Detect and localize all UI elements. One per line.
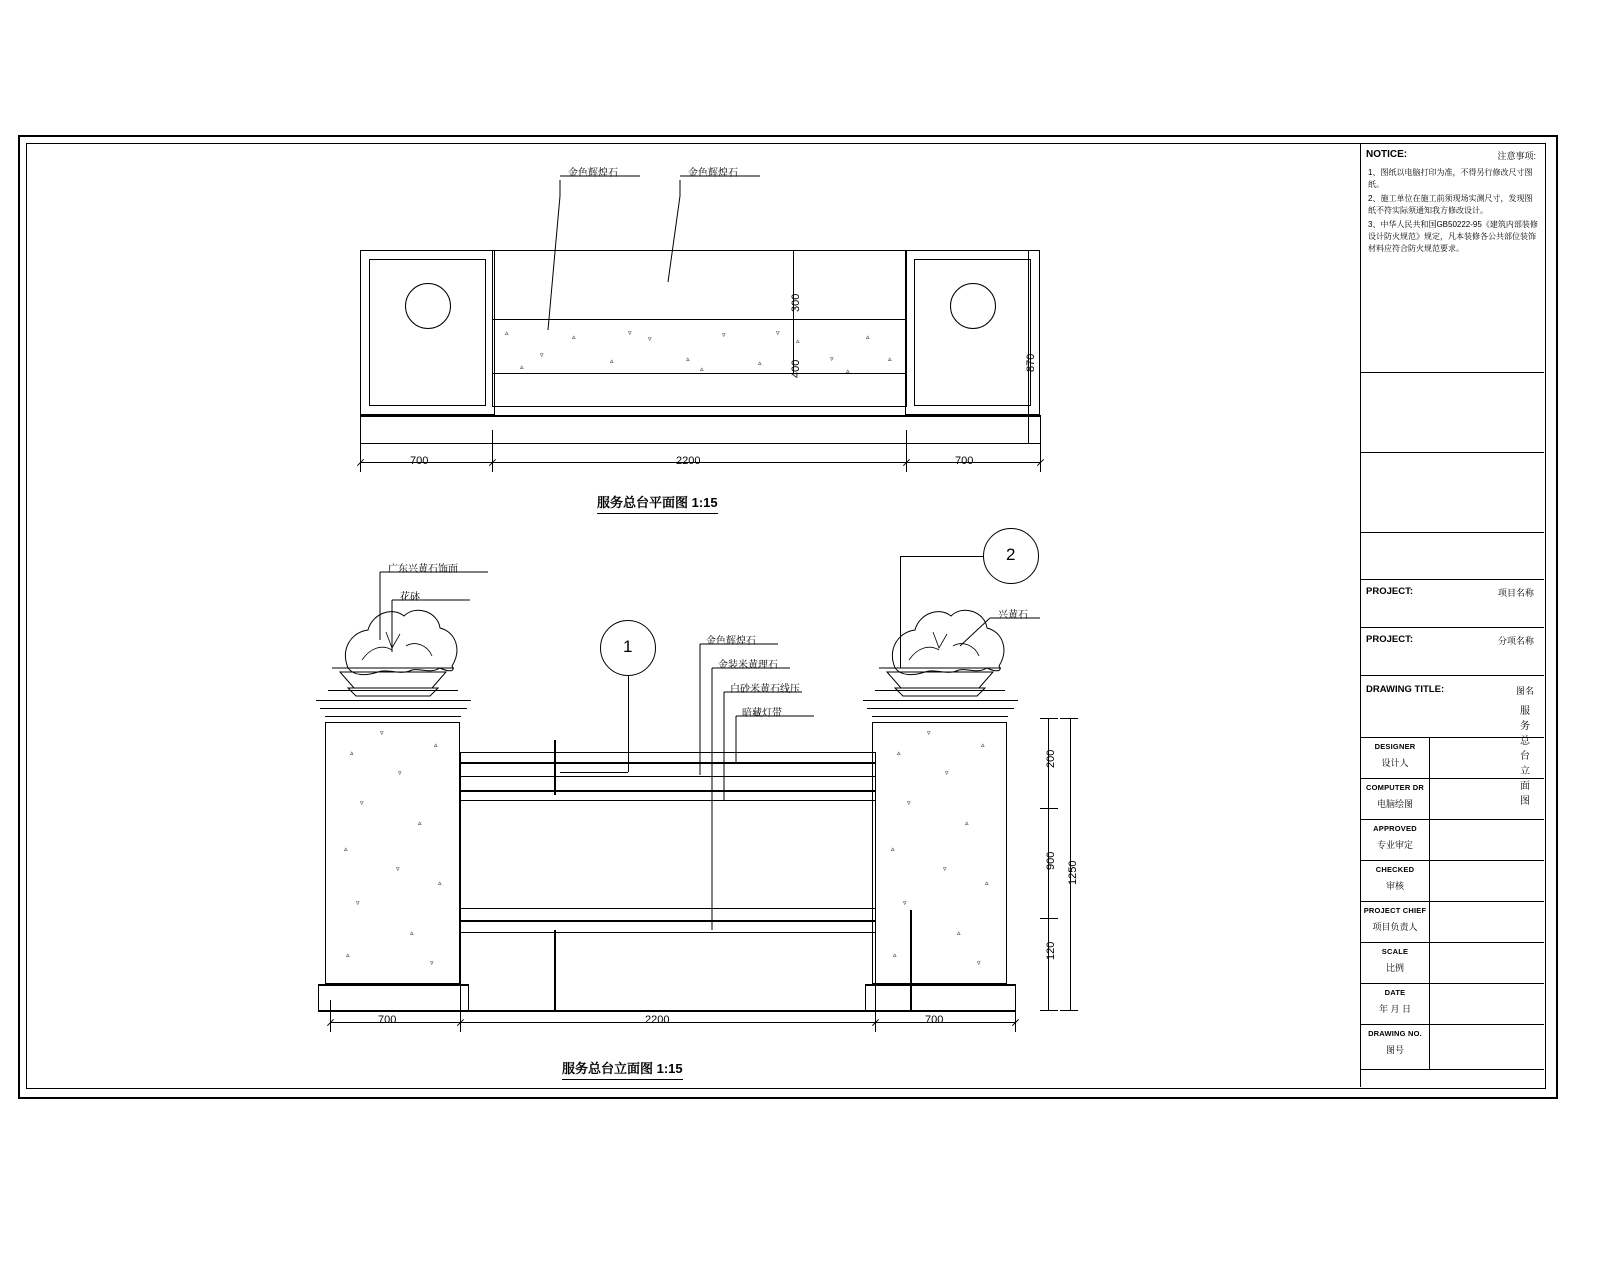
signature-label-en: DATE [1384, 988, 1406, 997]
notice-title: NOTICE: [1366, 149, 1408, 160]
elev-dim-mid-height: 900 [1045, 851, 1057, 870]
elev-dim-tick [1060, 718, 1078, 719]
elev-dim-line-horizontal [330, 1022, 1015, 1023]
elev-dim-ext-line [460, 1000, 461, 1032]
notice-subtitle: 注意事项: [1497, 151, 1536, 161]
elevation-caption: 服务总台立面图 1:15 [562, 1058, 683, 1080]
notice-item: 2、施工单位在施工前须现场实测尺寸，发现图纸不符实际须通知我方修改设计。 [1368, 194, 1533, 215]
signature-label-en: PROJECT CHIEF [1363, 906, 1427, 915]
plan-dim-left-width: 700 [410, 455, 429, 467]
elev-label-3: 金色辉煌石 [706, 636, 756, 647]
plan-label-1: 金色辉煌石 [568, 168, 618, 179]
elev-dim-top-height: 200 [1045, 749, 1057, 768]
signature-label-cn: 项目负责人 [1372, 922, 1418, 932]
drawing-sheet: NOTICE: 注意事项: 1、图纸以电脑打印为准，不得另行修改尺寸图纸。 2、施工单位在施工前须现场实测尺寸，发现图纸不符实际须通知我方修改设计。 3、中华人民共和国GB50222-95《建筑内部装修设计防火规范》规定，凡本装修各公共部位装饰材料应符合防火规范要求。 PROJECT: 项目名称 PROJECT: 分项名称 DRAWING TITLE: 图名 服务总台立面图 DESIGNER 设计人 COMPUTER DR 电脑绘图 APPROVED 专业审定 CHECKED 审核 PROJECT CHIEF 项目负责人 SCALE 比例 DATE 年 月 日 DRAWING NO. 图号 ▵ ▿ ▵ ▵ ▿ ▵ ▿ ▵ ▵ ▿ ▵ ▵ ▵ ▿ ▵ ▿ ▵ 金色辉煌石 金色辉煌石 700 2200 700 300 400 870 服务总台平面图 1:15 ▵ ▿ ▵ ▿ ▵ ▵ ▿ ▵ ▿ ▵ ▵ ▿ ▿ ▵ ▿ ▵ ▿ ▵ ▵ ▿ ▵ ▿ ▵ ▵ ▿ ▿ 1 2 广东兴黄石饰面 花砵 金色辉煌石 金装米黄理石 白砂米黄石线压 暗藏灯带 兴黄石 200 900 120 1250 700 2200 700 服务总台立面图 1:15 [0, 0, 1600, 1280]
elev-label-2: 花砵 [400, 592, 420, 603]
signature-label-en: COMPUTER DR [1365, 783, 1425, 792]
notice-item: 1、图纸以电脑打印为准，不得另行修改尺寸图纸。 [1368, 168, 1533, 189]
signature-label-cn: 电脑绘图 [1376, 799, 1413, 809]
signature-label-en: DRAWING NO. [1368, 1029, 1422, 1038]
plan-caption: 服务总台平面图 1:15 [597, 492, 718, 514]
project-value: 分项名称 [1497, 636, 1534, 646]
elev-label-1: 广东兴黄石饰面 [388, 564, 458, 575]
elev-dim-tick [1060, 1010, 1078, 1011]
plan-dim-center-width: 2200 [676, 455, 701, 467]
plan-dim-total-depth: 870 [1025, 353, 1037, 372]
signature-label-en: DESIGNER [1374, 742, 1416, 751]
elev-dim-ext-line [875, 1000, 876, 1032]
elev-label-6: 暗藏灯带 [742, 708, 782, 719]
signature-label-cn: 审核 [1385, 881, 1404, 891]
elev-dim-tick [1040, 718, 1058, 719]
signature-label-en: SCALE [1381, 947, 1409, 956]
signature-label-cn: 专业审定 [1376, 840, 1413, 850]
signature-label-cn: 年 月 日 [1378, 1004, 1411, 1014]
signature-label-en: APPROVED [1373, 824, 1417, 833]
signature-label-cn: 比例 [1385, 963, 1404, 973]
elev-dim-total-height: 1250 [1067, 860, 1079, 885]
elev-dim-tick [1040, 1010, 1058, 1011]
drawing-title-chinese: 服务总台立面图 [1520, 706, 1530, 807]
elev-dim-ext-line [1015, 1000, 1016, 1032]
elev-dim-center-width: 2200 [645, 1014, 670, 1026]
plan-label-2: 金色辉煌石 [688, 168, 738, 179]
elev-dim-right-width: 700 [925, 1014, 944, 1026]
elev-label-7: 兴黄石 [998, 610, 1028, 621]
detail-bubble-1-label: 1 [623, 637, 633, 656]
detail-bubble-2-label: 2 [1006, 545, 1016, 564]
elev-dim-tick [1040, 808, 1058, 809]
plan-dim-right-width: 700 [955, 455, 974, 467]
signature-label-cn: 图号 [1385, 1045, 1404, 1055]
signature-label-en: CHECKED [1375, 865, 1415, 874]
drawing-title-label: DRAWING TITLE: [1366, 684, 1445, 695]
elev-dim-tick [1040, 918, 1058, 919]
elev-dim-ext-line [330, 1000, 331, 1032]
elev-label-5: 白砂米黄石线压 [730, 684, 800, 695]
drawing-title-value: 图名 [1515, 686, 1534, 696]
elev-label-4: 金装米黄理石 [718, 660, 778, 671]
notice-item: 3、中华人民共和国GB50222-95《建筑内部装修设计防火规范》规定，凡本装修各公共部位装饰材料应符合防火规范要求。 [1368, 220, 1538, 253]
plan-dim-depth-top: 300 [790, 293, 802, 312]
signature-label-cn: 设计人 [1381, 758, 1409, 768]
elev-dim-line-120 [1048, 918, 1049, 1010]
project-value: 项目名称 [1497, 588, 1534, 598]
elev-dim-left-width: 700 [378, 1014, 397, 1026]
plan-dim-depth-mid: 400 [790, 359, 802, 378]
project-label: PROJECT: [1366, 634, 1413, 645]
elev-dim-base-height: 120 [1045, 941, 1057, 960]
project-label: PROJECT: [1366, 586, 1413, 597]
